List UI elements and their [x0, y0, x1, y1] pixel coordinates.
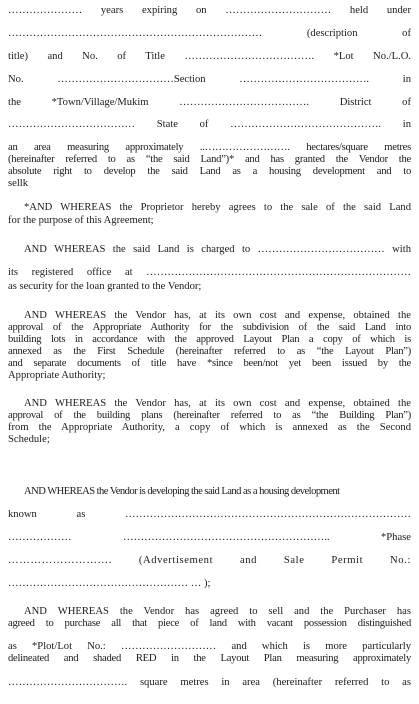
text-line: approval of the building plans (hereinafter referred to as “the Building Plan”): [8, 410, 411, 421]
text-line: as security for the loan granted to the Vendor;: [8, 281, 202, 292]
text-line: title) and No. of Title ………………………………. *Lot No./L.O.: [8, 51, 411, 62]
text-line: AND WHEREAS the Vendor has, at its own cost and expense, obtained the: [24, 398, 411, 409]
text-line: from the Appropriate Authority, a copy of which is annexed as the Second: [8, 422, 411, 433]
text-line: as *Plot/Lot No.: ……………………… and which is more particularly: [8, 641, 411, 652]
text-line: ………………… years expiring on ………………………… held under: [8, 5, 411, 16]
text-line: building lots in accordance with the approved Layout Plan a copy of which is: [8, 334, 411, 345]
text-line: (hereinafter referred to as “the said Land”)* and has granted the Vendor the: [8, 154, 411, 165]
text-line: AND WHEREAS the Vendor has agreed to sell and the Purchaser has: [24, 606, 411, 617]
text-line: delineated and shaded RED in the Layout Plan measuring approximately: [8, 653, 411, 664]
text-line: ……………………………… State of ……………………………………. in: [8, 119, 411, 130]
text-line: No. ……………………………Section ………………………………. in: [8, 74, 411, 85]
text-line: …………………………………………… … );: [8, 578, 211, 589]
text-line: an area measuring approximately ..……………………. hectares/square metres: [8, 142, 411, 153]
text-line: its registered office at …………………………………………………………………: [8, 267, 411, 278]
text-line: sellk: [8, 178, 29, 189]
text-line: AND WHEREAS the Vendor has, at its own cost and expense, obtained the: [24, 310, 411, 321]
text-line: agreed to purchase all that piece of land with vacant possession distinguished: [8, 618, 411, 629]
text-line: the *Town/Village/Mukim ………………………………. District of: [8, 97, 411, 108]
text-line: ……………………………. square metres in area (hereinafter referred to as: [8, 677, 411, 688]
text-line: absolute right to develop the said Land as a housing development and to: [8, 166, 411, 177]
text-line: for the purpose of this Agreement;: [8, 215, 154, 226]
text-line: Appropriate Authority;: [8, 370, 106, 381]
text-line: ……………… ………………………………………………….. *Phase: [8, 532, 411, 543]
text-line: AND WHEREAS the Vendor is developing the said Land as a housing development: [24, 486, 340, 497]
text-line: ………………………. (Advertisement and Sale Permit No.:: [8, 555, 411, 566]
text-line: Schedule;: [8, 434, 50, 445]
text-line: approval of the Appropriate Authority for the subdivision of the said Land into: [8, 322, 411, 333]
text-line: and separate documents of title have *since been/not yet been issued by the: [8, 358, 411, 369]
text-line: *AND WHEREAS the Proprietor hereby agrees to the sale of the said Land: [24, 202, 411, 213]
text-line: known as ………………………………………………………………………: [8, 509, 411, 520]
text-line: annexed as the First Schedule (hereinafter referred to as “the Layout Plan”): [8, 346, 411, 357]
text-line: ……………………………………………………………… (description of: [8, 28, 411, 39]
text-line: AND WHEREAS the said Land is charged to ……………………………… with: [24, 244, 411, 255]
